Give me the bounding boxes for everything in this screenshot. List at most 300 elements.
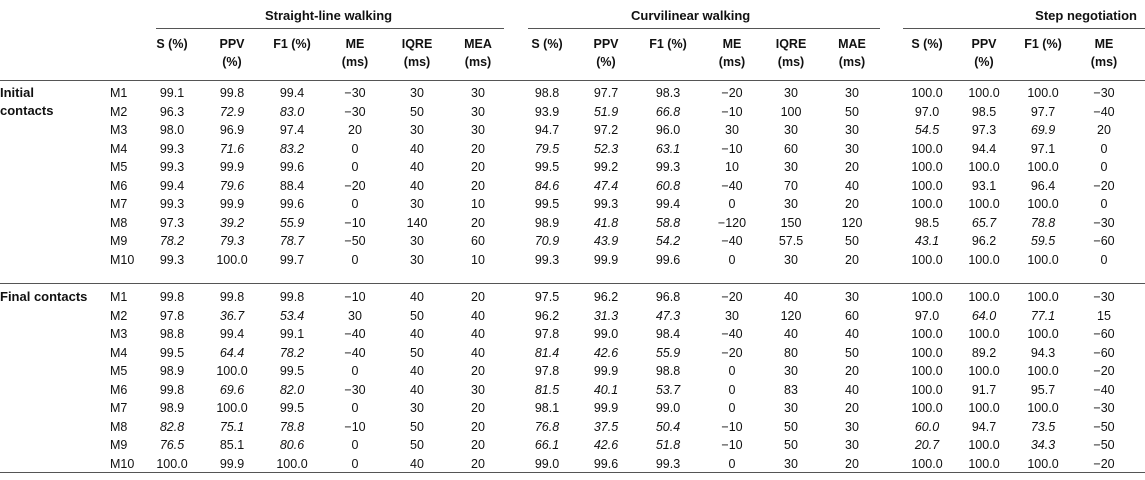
table-cell: 100.0 (968, 327, 1000, 341)
table-cell: 99.2 (593, 160, 619, 174)
table-cell: 81.5 (534, 382, 560, 397)
table-cell: 97.8 (534, 364, 560, 378)
method-label: M6 (110, 382, 128, 397)
table-cell: 30 (471, 123, 485, 137)
table-cell: 51.9 (593, 104, 619, 119)
table-cell: 120 (841, 215, 863, 230)
table-cell: 96.2 (593, 290, 619, 304)
table-row (0, 381, 1145, 399)
table-cell: 97.8 (159, 308, 185, 323)
table-cell: 78.7 (279, 234, 305, 248)
table-cell: 30 (410, 401, 424, 415)
table-cell: 20 (348, 123, 362, 137)
table-row (0, 232, 1145, 250)
table-row (0, 214, 1145, 232)
column-header (897, 35, 957, 53)
table-row (0, 158, 1145, 176)
table-cell: 100.0 (911, 382, 943, 397)
table-cell: 20.7 (914, 438, 940, 452)
table-cell: 43.9 (593, 234, 619, 248)
table-cell: 70 (784, 178, 798, 193)
table-cell: −40 (721, 178, 743, 193)
column-header (202, 35, 262, 71)
method-label: M8 (110, 215, 128, 230)
table-row (0, 140, 1145, 158)
table-cell: 99.4 (159, 178, 185, 193)
section-label-line: Final contacts (0, 289, 88, 304)
table-cell: −20 (344, 178, 366, 193)
table-cell: 99.8 (219, 290, 245, 304)
method-label: M1 (110, 290, 128, 304)
table-cell: 30 (845, 438, 859, 452)
table-cell: 40 (410, 160, 424, 174)
table-cell: 99.3 (159, 197, 185, 211)
table-cell: 50 (845, 345, 859, 360)
table-cell: 30 (784, 456, 798, 471)
section-rule (0, 283, 1145, 284)
table-cell: 40 (845, 178, 859, 193)
table-cell: −30 (1093, 215, 1115, 230)
table-cell: −20 (721, 290, 743, 304)
table-cell: 20 (471, 401, 485, 415)
table-cell: 83.2 (279, 141, 305, 156)
table-cell: 39.2 (219, 215, 245, 230)
column-header (1074, 35, 1134, 71)
table-cell: 15 (1097, 308, 1111, 323)
section-label-line: contacts (0, 103, 54, 118)
method-label: M3 (110, 123, 128, 137)
table-cell: 53.4 (279, 308, 305, 323)
table-cell: 99.8 (159, 382, 185, 397)
column-header-line: (%) (596, 55, 616, 69)
table-cell: 100.0 (911, 160, 943, 174)
table-cell: 97.5 (534, 290, 560, 304)
table-cell: −40 (721, 327, 743, 341)
table-cell: 66.8 (655, 104, 681, 119)
column-header-line: PPV (593, 37, 619, 51)
table-cell: 100.0 (156, 456, 188, 471)
table-cell: 50 (410, 104, 424, 119)
table-cell: 98.9 (159, 364, 185, 378)
method-label: M4 (110, 345, 128, 360)
table-cell: 30 (471, 382, 485, 397)
table-cell: 30 (410, 252, 424, 267)
table-cell: 20 (471, 290, 485, 304)
table-cell: 97.1 (1030, 141, 1056, 156)
table-cell: 99.5 (279, 364, 305, 378)
column-header-line: PPV (219, 37, 245, 51)
method-label: M3 (110, 327, 128, 341)
table-cell: −30 (344, 382, 366, 397)
column-header (954, 35, 1014, 71)
table-cell: −30 (1093, 86, 1115, 100)
table-cell: 55.9 (655, 345, 681, 360)
table-row (0, 177, 1145, 195)
table-cell: 41.8 (593, 215, 619, 230)
table-cell: −30 (1093, 290, 1115, 304)
table-cell: 30 (784, 252, 798, 267)
table-cell: 100.0 (1027, 86, 1059, 100)
table-cell: 78.8 (1030, 215, 1056, 230)
table-cell: 97.4 (279, 123, 305, 137)
table-cell: 40 (410, 290, 424, 304)
column-header-line: PPV (971, 37, 997, 51)
table-cell: 98.0 (159, 123, 185, 137)
column-header-line: MEA (464, 37, 492, 51)
table-cell: −60 (1093, 234, 1115, 248)
table-row (0, 195, 1145, 213)
column-header-line: IQRE (775, 37, 807, 51)
table-cell: 99.1 (279, 327, 305, 341)
table-cell: 64.0 (971, 308, 997, 323)
table-cell: 0 (728, 197, 736, 211)
table-cell: 98.3 (655, 86, 681, 100)
table-cell: 99.9 (219, 197, 245, 211)
table-cell: 60.0 (914, 419, 940, 434)
table-cell: 20 (845, 197, 859, 211)
table-cell: 98.8 (534, 86, 560, 100)
table-cell: 93.1 (971, 178, 997, 193)
table-cell: 64.4 (219, 345, 245, 360)
table-cell: 99.9 (593, 252, 619, 267)
column-header (262, 35, 322, 53)
table-cell: 52.3 (593, 141, 619, 156)
table-cell: 97.7 (1030, 104, 1056, 119)
table-cell: −60 (1093, 327, 1115, 341)
table-cell: 30 (410, 123, 424, 137)
column-header-line: S (%) (156, 37, 188, 51)
column-header-line: (ms) (464, 55, 492, 69)
column-header-line: (ms) (341, 55, 369, 69)
table-cell: 100.0 (911, 364, 943, 378)
table-cell: 100.0 (968, 364, 1000, 378)
table-cell: −20 (1093, 364, 1115, 378)
table-cell: 99.4 (655, 197, 681, 211)
group-header: Curvilinear walking (631, 8, 751, 23)
table-cell: 100.0 (968, 86, 1000, 100)
table-cell: 100.0 (911, 252, 943, 267)
table-cell: 20 (471, 215, 485, 230)
column-header (387, 35, 447, 71)
table-cell: 20 (1097, 123, 1111, 137)
table-cell: 98.9 (159, 401, 185, 415)
table-cell: 40 (471, 308, 485, 323)
column-header (576, 35, 636, 71)
table-cell: 71.6 (219, 141, 245, 156)
table-cell: 100.0 (1027, 290, 1059, 304)
table-cell: 99.6 (279, 197, 305, 211)
table-cell: 0 (728, 456, 736, 471)
table-cell: 50 (784, 419, 798, 434)
table-cell: 99.8 (159, 290, 185, 304)
table-cell: 78.2 (159, 234, 185, 248)
table-cell: 99.5 (279, 401, 305, 415)
table-cell: −10 (721, 141, 743, 156)
table-row (0, 436, 1145, 454)
table-cell: 0 (1100, 252, 1108, 267)
table-cell: 37.5 (593, 419, 619, 434)
table-cell: 0 (351, 252, 359, 267)
table-cell: 99.3 (534, 252, 560, 267)
table-cell: 80.6 (279, 438, 305, 452)
table-cell: 100.0 (968, 290, 1000, 304)
table-cell: 97.0 (914, 104, 940, 119)
table-cell: 100.0 (968, 252, 1000, 267)
table-cell: −50 (1093, 438, 1115, 452)
table-cell: 100.0 (911, 197, 943, 211)
table-cell: 99.7 (279, 252, 305, 267)
table-cell: 30 (784, 86, 798, 100)
table-cell: 40 (471, 327, 485, 341)
column-header-line: ME (722, 37, 742, 51)
table-cell: 40 (410, 382, 424, 397)
table-cell: 100.0 (911, 290, 943, 304)
table-cell: 50 (784, 438, 798, 452)
column-header-line: S (%) (531, 37, 563, 51)
table-cell: 99.5 (534, 160, 560, 174)
table-cell: 40 (410, 456, 424, 471)
table-cell: 0 (728, 401, 736, 415)
table-cell: 94.7 (971, 419, 997, 434)
method-label: M10 (110, 252, 135, 267)
table-cell: −120 (717, 215, 747, 230)
table-cell: 96.9 (219, 123, 245, 137)
table-cell: 20 (845, 252, 859, 267)
table-cell: 76.8 (534, 419, 560, 434)
table-cell: 30 (410, 234, 424, 248)
table-cell: 50 (845, 234, 859, 248)
table-cell: 0 (351, 401, 359, 415)
table-cell: 98.9 (534, 215, 560, 230)
table-cell: 77.1 (1030, 308, 1056, 323)
table-cell: 47.4 (593, 178, 619, 193)
table-cell: 54.2 (655, 234, 681, 248)
table-cell: 20 (845, 364, 859, 378)
table-cell: 99.8 (279, 290, 305, 304)
table-cell: 100.0 (911, 178, 943, 193)
table-cell: −30 (344, 104, 366, 119)
table-cell: 99.6 (655, 252, 681, 267)
group-underline (156, 28, 504, 29)
column-header (761, 35, 821, 71)
table-cell: 75.1 (219, 419, 245, 434)
table-cell: 50 (410, 308, 424, 323)
table-cell: −20 (721, 345, 743, 360)
table-cell: 65.7 (971, 215, 997, 230)
table-cell: 99.6 (279, 160, 305, 174)
table-cell: 58.8 (655, 215, 681, 230)
table-cell: 57.5 (778, 234, 804, 248)
group-underline (903, 28, 1145, 29)
table-cell: 99.9 (593, 401, 619, 415)
table-cell: 94.7 (534, 123, 560, 137)
table-cell: −10 (721, 438, 743, 452)
table-cell: 98.5 (914, 215, 940, 230)
table-cell: 43.1 (914, 234, 940, 248)
table-cell: 84.6 (534, 178, 560, 193)
table-cell: 30 (348, 308, 362, 323)
table-cell: 0 (351, 438, 359, 452)
table-cell: 50 (845, 104, 859, 119)
method-label: M2 (110, 104, 128, 119)
table-cell: 82.8 (159, 419, 185, 434)
table-cell: 30 (845, 123, 859, 137)
table-cell: 99.3 (159, 141, 185, 156)
table-cell: 0 (1100, 141, 1108, 156)
column-header-line: F1 (%) (1024, 37, 1062, 51)
table-cell: 97.3 (159, 215, 185, 230)
table-cell: 98.1 (534, 401, 560, 415)
column-header (325, 35, 385, 71)
table-cell: 88.4 (279, 178, 305, 193)
column-header-line: (%) (222, 55, 242, 69)
table-cell: 97.7 (593, 86, 619, 100)
table-cell: 96.2 (534, 308, 560, 323)
table-cell: 99.8 (219, 86, 245, 100)
table-cell: 99.3 (655, 160, 681, 174)
column-header-line: S (%) (911, 37, 943, 51)
column-header-line: (ms) (838, 55, 866, 69)
column-header (638, 35, 698, 53)
table-cell: 100.0 (1027, 327, 1059, 341)
method-label: M7 (110, 197, 128, 211)
table-cell: 100.0 (216, 252, 248, 267)
table-cell: 80 (784, 345, 798, 360)
column-header-line: F1 (%) (273, 37, 311, 51)
table-cell: −30 (1093, 401, 1115, 415)
table-cell: −20 (1093, 178, 1115, 193)
table-cell: 47.3 (655, 308, 681, 323)
table-cell: 99.6 (593, 456, 619, 471)
table-cell: 89.2 (971, 345, 997, 360)
table-cell: 30 (845, 419, 859, 434)
table-row (0, 84, 1145, 102)
table-row (0, 325, 1145, 343)
table-cell: 34.3 (1030, 438, 1056, 452)
table-cell: 40 (410, 141, 424, 156)
table-cell: 95.7 (1030, 382, 1056, 397)
table-cell: 10 (471, 252, 485, 267)
group-header: Straight-line walking (265, 8, 393, 23)
table-cell: 30 (725, 308, 739, 323)
table-cell: 100.0 (1027, 160, 1059, 174)
table-cell: 0 (351, 364, 359, 378)
table-row (0, 455, 1145, 473)
table-cell: 99.4 (219, 327, 245, 341)
table-cell: 100.0 (1027, 456, 1059, 471)
table-cell: 99.0 (593, 327, 619, 341)
table-cell: 40 (471, 345, 485, 360)
table-cell: 40 (784, 290, 798, 304)
table-cell: 81.4 (534, 345, 560, 360)
method-label: M6 (110, 178, 128, 193)
table-cell: 98.5 (971, 104, 997, 119)
table-cell: 100.0 (911, 327, 943, 341)
table-cell: −10 (721, 104, 743, 119)
table-cell: 40 (410, 364, 424, 378)
table-cell: 60.8 (655, 178, 681, 193)
table-cell: 20 (471, 364, 485, 378)
table-cell: −20 (1093, 456, 1115, 471)
table-cell: 94.3 (1030, 345, 1056, 360)
method-label: M9 (110, 438, 128, 452)
table-cell: 150 (780, 215, 802, 230)
table-cell: 97.3 (971, 123, 997, 137)
method-label: M2 (110, 308, 128, 323)
table-cell: 99.9 (219, 160, 245, 174)
table-cell: 30 (471, 86, 485, 100)
method-label: M9 (110, 234, 128, 248)
table-cell: 100.0 (1027, 197, 1059, 211)
table-cell: 0 (1100, 160, 1108, 174)
table-cell: 40 (845, 327, 859, 341)
table-cell: 60 (845, 308, 859, 323)
column-header (1013, 35, 1073, 53)
table-cell: −20 (721, 86, 743, 100)
table-cell: 98.8 (159, 327, 185, 341)
table-cell: 30 (784, 401, 798, 415)
group-underline (528, 28, 880, 29)
table-cell: 99.3 (159, 252, 185, 267)
table-cell: 99.9 (219, 456, 245, 471)
table-cell: 0 (351, 197, 359, 211)
table-cell: 50.4 (655, 419, 681, 434)
table-cell: 99.1 (159, 86, 185, 100)
table-cell: 0 (1100, 197, 1108, 211)
table-cell: 73.5 (1030, 419, 1056, 434)
table-cell: 100.0 (968, 197, 1000, 211)
table-cell: 140 (406, 215, 428, 230)
table-cell: 120 (780, 308, 802, 323)
table-row (0, 103, 1145, 121)
column-header-line: F1 (%) (649, 37, 687, 51)
table-cell: −40 (721, 234, 743, 248)
table-cell: 98.8 (655, 364, 681, 378)
table-cell: 79.6 (219, 178, 245, 193)
table-cell: 79.3 (219, 234, 245, 248)
method-label: M1 (110, 86, 128, 100)
table-cell: 96.0 (655, 123, 681, 137)
method-label: M5 (110, 364, 128, 378)
table-row (0, 288, 1145, 306)
table-cell: 30 (845, 141, 859, 156)
table-cell: 36.7 (219, 308, 245, 323)
table-cell: 0 (728, 382, 736, 397)
table-cell: 30 (845, 290, 859, 304)
table-cell: 40 (845, 382, 859, 397)
table-cell: 0 (351, 141, 359, 156)
method-label: M4 (110, 141, 128, 156)
table-cell: 72.9 (219, 104, 245, 119)
column-header-line: (ms) (403, 55, 431, 69)
table-cell: 20 (471, 178, 485, 193)
table-cell: 51.8 (655, 438, 681, 452)
column-header (822, 35, 882, 71)
table-cell: 20 (471, 438, 485, 452)
table-cell: 100.0 (1027, 364, 1059, 378)
table-cell: 94.4 (971, 141, 997, 156)
table-cell: 100.0 (911, 345, 943, 360)
table-cell: 100.0 (911, 401, 943, 415)
table-cell: −50 (344, 234, 366, 248)
table-cell: 100.0 (216, 364, 248, 378)
column-header-line: (ms) (718, 55, 746, 69)
table-cell: 100.0 (276, 456, 308, 471)
table-cell: 20 (471, 141, 485, 156)
table-cell: 100.0 (968, 438, 1000, 452)
table-cell: 100.0 (968, 160, 1000, 174)
column-header-line: MAE (838, 37, 866, 51)
